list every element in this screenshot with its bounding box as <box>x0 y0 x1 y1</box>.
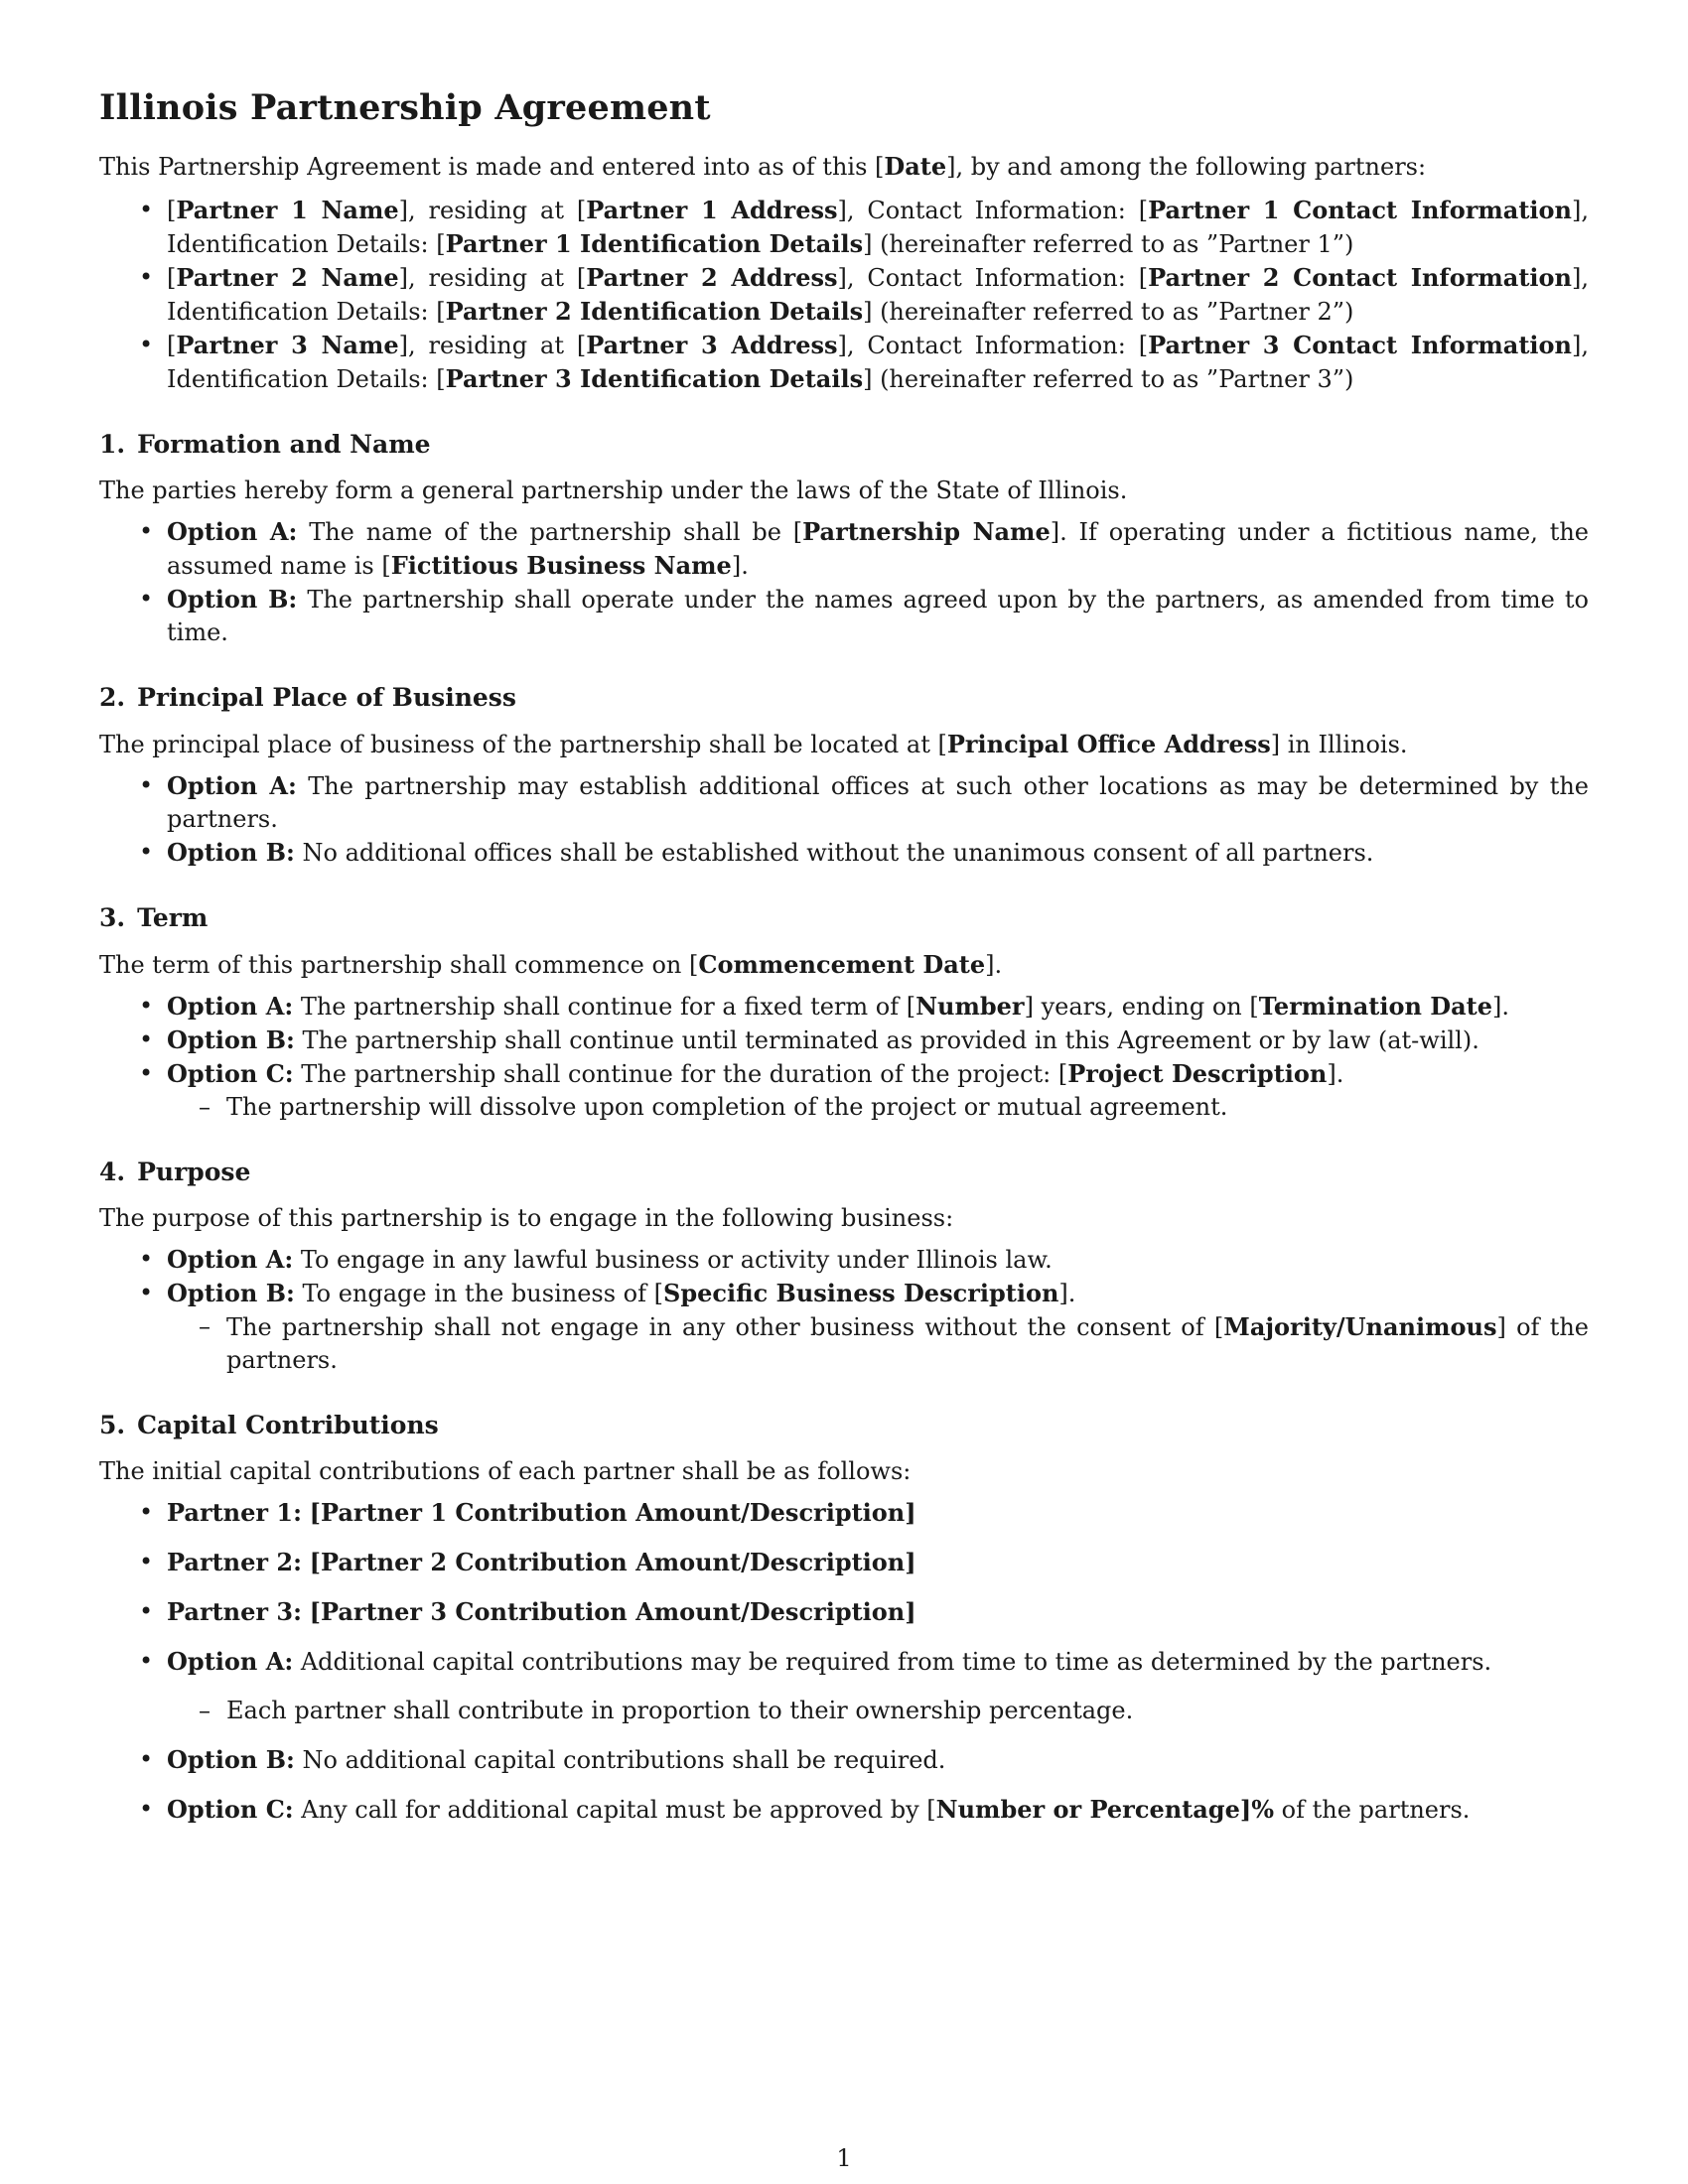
document-title: Illinois Partnership Agreement <box>99 87 711 128</box>
option-item: • Option B: No additional capital contributions shall be required. <box>167 1743 1589 1777</box>
section-heading-formation: 1. Formation and Name <box>99 430 431 459</box>
option-list <box>99 515 1589 649</box>
section-body: The initial capital contributions of each partner shall be as follows: <box>99 1457 912 1485</box>
option-list <box>99 1243 1589 1377</box>
section-body: The principal place of business of the partnership shall be located at [Principal Office Address] in Illinois. <box>99 730 1408 758</box>
sub-option-list <box>167 1310 1589 1377</box>
intro-paragraph: This Partnership Agreement is made and entered into as of this [Date], by and among the following partners: <box>99 152 1427 181</box>
option-item: • Option C: Any call for additional capital must be approved by [Number or Percentage]% of the partners. <box>167 1793 1589 1827</box>
document-page <box>99 87 1589 1843</box>
contribution-item: • Partner 2: [Partner 2 Contribution Amount/Description] <box>167 1546 1589 1579</box>
partner-item: • [Partner 2 Name], residing at [Partner 2 Address], Contact Information: [Partner 2 Contact Information], Identification Details: [Partner 2 Identification Details] (hereinafter referred to as ”Partner 2”) <box>167 261 1589 329</box>
contribution-item: • Partner 3: [Partner 3 Contribution Amount/Description] <box>167 1595 1589 1629</box>
option-item: • Option A: The name of the partnership shall be [Partnership Name]. If operating under a fictitious name, the assumed name is [Fictitious Business Name]. <box>167 515 1589 583</box>
section-body: The term of this partnership shall commence on [Commencement Date]. <box>99 950 1003 979</box>
partner-item: • [Partner 1 Name], residing at [Partner 1 Address], Contact Information: [Partner 1 Contact Information], Identification Details: [Partner 1 Identification Details] (hereinafter referred to as ”Partner 1”) <box>167 194 1589 261</box>
option-list <box>99 769 1589 870</box>
option-list <box>99 1496 1589 1827</box>
section-heading-capital: 5. Capital Contributions <box>99 1411 439 1439</box>
option-item: • Option B: To engage in the business of [Specific Business Description]. – The partnership shall not engage in any other business without the consent of [Majority/Unanimous] of the partners. <box>167 1277 1589 1377</box>
section-body: The parties hereby form a general partnership under the laws of the State of Illinois. <box>99 477 1128 504</box>
section-heading-term: 3. Term <box>99 903 209 932</box>
section-body: The purpose of this partnership is to engage in the following business: <box>99 1204 954 1232</box>
date-placeholder: Date <box>884 152 947 181</box>
sub-option-item: – The partnership will dissolve upon completion of the project or mutual agreement. <box>226 1091 1589 1124</box>
sub-option-item: – The partnership shall not engage in any other business without the consent of [Majority/Unanimous] of the partners. <box>226 1310 1589 1377</box>
section-heading-principal-place: 2. Principal Place of Business <box>99 683 516 712</box>
option-item: • Option C: The partnership shall continue for the duration of the project: [Project Description]. – The partnership will dissolve upon completion of the project or mutual agreement. <box>167 1057 1589 1124</box>
partner-list <box>99 194 1589 396</box>
option-item: • Option B: No additional offices shall be established without the unanimous consent of all partners. <box>167 836 1589 870</box>
section-heading-purpose: 4. Purpose <box>99 1158 251 1186</box>
option-item: • Option A: To engage in any lawful business or activity under Illinois law. <box>167 1243 1589 1277</box>
sub-option-list <box>167 1695 1589 1727</box>
option-item: • Option A: The partnership shall continue for a fixed term of [Number] years, ending on [Termination Date]. <box>167 990 1589 1024</box>
option-list <box>99 990 1589 1124</box>
option-item: • Option B: The partnership shall continue until terminated as provided in this Agreement or by law (at-will). <box>167 1024 1589 1057</box>
option-item: • Option A: The partnership may establish additional offices at such other locations as may be determined by the partners. <box>167 769 1589 836</box>
sub-option-item: – Each partner shall contribute in proportion to their ownership percentage. <box>226 1695 1589 1727</box>
contribution-item: • Partner 1: [Partner 1 Contribution Amount/Description] <box>167 1496 1589 1530</box>
sub-option-list <box>167 1091 1589 1124</box>
option-item: • Option A: Additional capital contributions may be required from time to time as determined by the partners. – Each partner shall contribute in proportion to their ownership percentage. <box>167 1645 1589 1727</box>
option-item: • Option B: The partnership shall operate under the names agreed upon by the partners, as amended from time to time. <box>167 583 1589 649</box>
page-number: 1 <box>836 2144 852 2172</box>
partner-item: • [Partner 3 Name], residing at [Partner 3 Address], Contact Information: [Partner 3 Contact Information], Identification Details: [Partner 3 Identification Details] (hereinafter referred to as ”Partner 3”) <box>167 329 1589 396</box>
